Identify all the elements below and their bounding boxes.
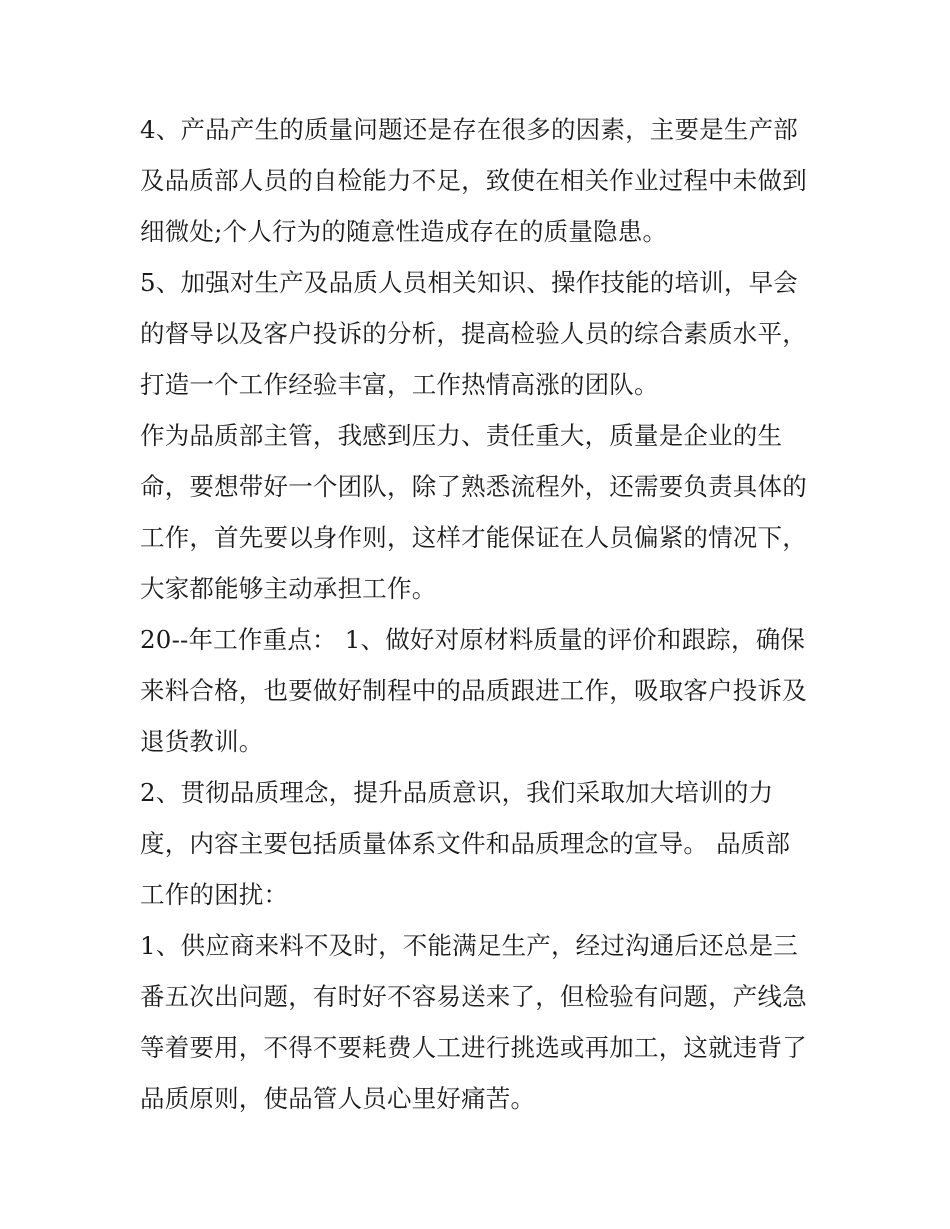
text-line: 打造一个工作经验丰富，工作热情高涨的团队。	[140, 370, 659, 399]
document-body	[140, 104, 820, 1124]
text-line: 及品质部人员的自检能力不足，致使在相关作业过程中未做到	[140, 166, 807, 195]
text-line: 品质原则，使品管人员心里好痛苦。	[140, 1084, 536, 1113]
text-line: 的督导以及客户投诉的分析，提高检验人员的综合素质水平，	[140, 319, 807, 348]
text-line: 1、供应商来料不及时，不能满足生产，经过沟通后还总是三	[140, 931, 798, 960]
text-line: 5、加强对生产及品质人员相关知识、操作技能的培训，早会	[140, 268, 798, 297]
text-line: 细微处;个人行为的随意性造成存在的质量隐患。	[140, 217, 668, 246]
text-line: 番五次出问题，有时好不容易送来了，但检验有问题，产线急	[140, 982, 807, 1011]
text-line: 工作，首先要以身作则，这样才能保证在人员偏紧的情况下，	[140, 523, 807, 552]
text-line: 作为品质部主管，我感到压力、责任重大，质量是企业的生	[140, 421, 783, 450]
text-line: 度，内容主要包括质量体系文件和品质理念的宣导。 品质部	[140, 829, 791, 858]
text-line: 退货教训。	[140, 727, 264, 756]
text-line: 2、贯彻品质理念，提升品质意识，我们采取加大培训的力	[140, 778, 774, 807]
text-line: 工作的困扰：	[140, 880, 289, 909]
text-line: 4、产品产生的质量问题还是存在很多的因素，主要是生产部	[140, 115, 798, 144]
text-line: 命，要想带好一个团队，除了熟悉流程外，还需要负责具体的	[140, 472, 807, 501]
text-line: 20--年工作重点： 1、做好对原材料质量的评价和跟踪，确保	[140, 625, 806, 654]
text-line: 大家都能够主动承担工作。	[140, 574, 437, 603]
text-line: 来料合格，也要做好制程中的品质跟进工作，吸取客户投诉及	[140, 676, 807, 705]
text-line: 等着要用，不得不要耗费人工进行挑选或再加工，这就违背了	[140, 1033, 807, 1062]
